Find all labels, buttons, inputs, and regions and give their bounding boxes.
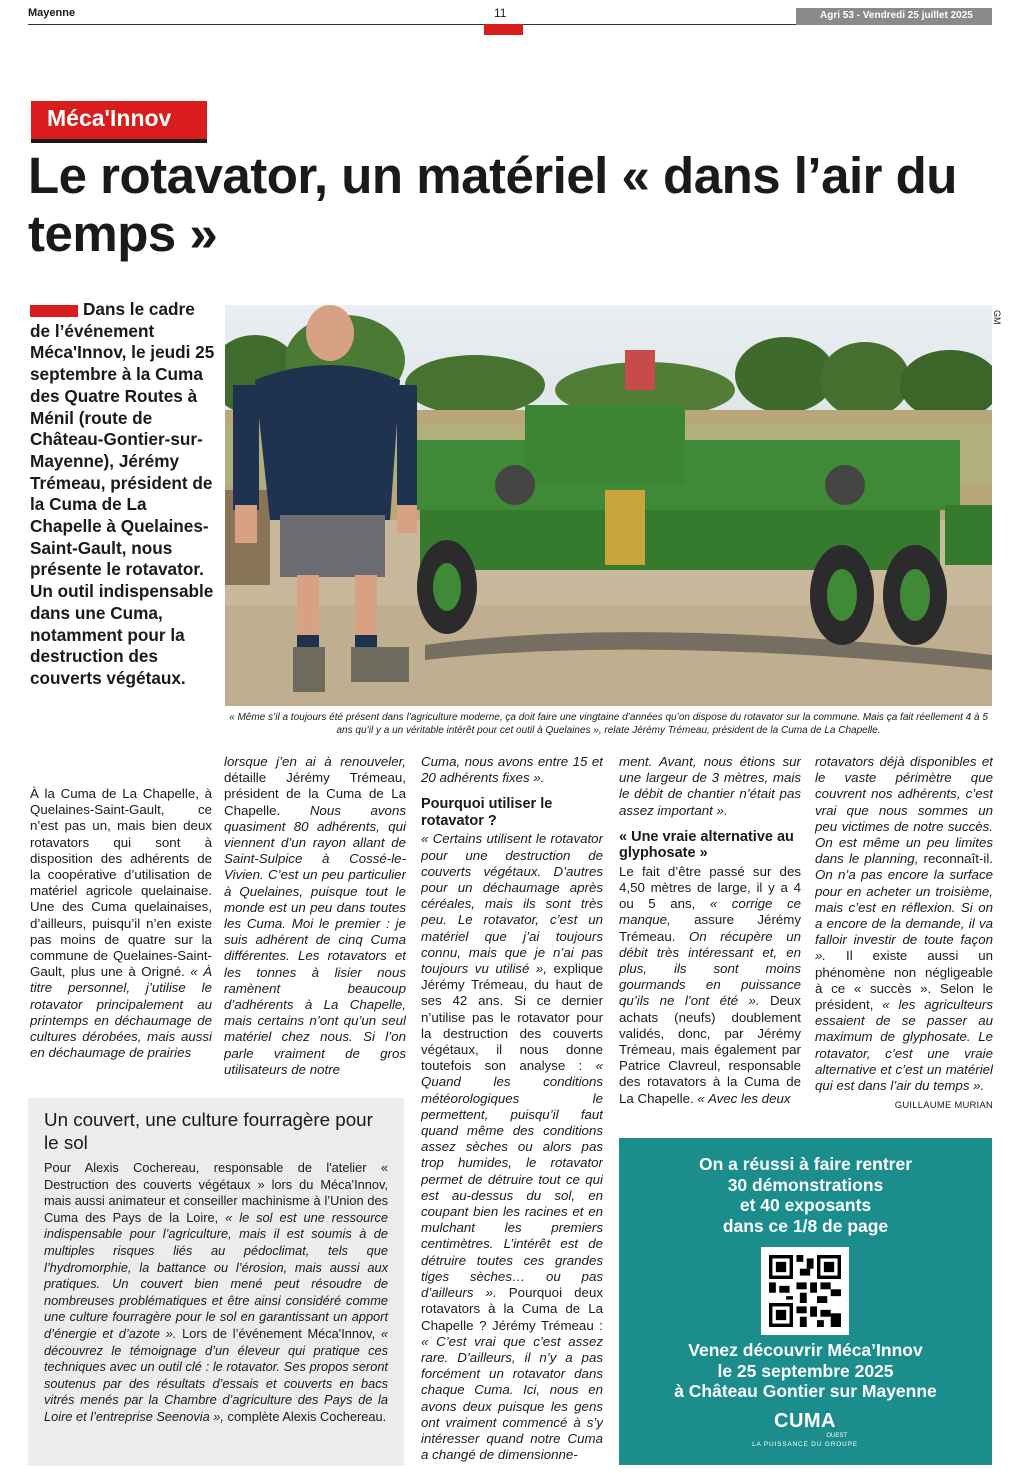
- logo-tagline: LA PUISSANCE DU GROUPE: [752, 1441, 858, 1448]
- column-paragraph: [421, 754, 603, 786]
- photo-credit: GM: [992, 310, 1002, 325]
- quote-text: « Certains utilisent le rotavator pour une destruction de couverts végétaux. D’autres pour un déchaumage après céréales, mais ils sont très peu. Le rotavator, c’est un matériel que j’ai toujours connu, mais que je n’ai pas toujours vu utilisé »,: [421, 831, 603, 977]
- box-text: [44, 1160, 388, 1426]
- quote-text: « Quand les conditions météorologiques le permettent, puisqu’il faut quand même des conditions assez sèches ou alors pas trop humides, le rotavator permet de détruire tout ce qui est au-dessus du sol, en coupant bien les racines et en mulchant les premiers centimètres. L’intérêt est de détruire toutes ces grandes tiges sèches… ou pas d’ailleurs ».: [421, 1058, 603, 1301]
- quote-text: « le sol est une ressource indispensable pour l’agriculture, mais il est soumis à de multiples risques liés au pédoclimat, tels que l’hydromorphie, la battance ou l’érosion, mais aussi aux pratiques.: [44, 1209, 388, 1292]
- logo-name: CUMA: [774, 1410, 836, 1432]
- rubric-tag-label: Méca'Innov: [47, 105, 172, 131]
- column-paragraph: [30, 786, 212, 1061]
- edition-banner: Agri 53 - Vendredi 25 juillet 2025: [796, 8, 992, 25]
- advert-line: dans ce 1/8 de page: [722, 1215, 889, 1236]
- advert-line: à Château Gontier sur Mayenne: [674, 1381, 937, 1401]
- article-lead: Dans le cadre de l’événement Méca'Innov, le jeudi 25 septembre à la Cuma des Quatre Routes à Ménil (route de Château-Gontier-sur-Mayenne), Jérémy Trémeau, président de la Cuma de La Chapelle à Quelaines-Saint-Gault, nous présente le rotavator. Un outil indispensable dans une Cuma, notamment pour la destruction des couverts végétaux.: [30, 299, 215, 688]
- rotavator-photo-illustration: [225, 305, 992, 706]
- quote-text: rotavators déjà disponibles et le vaste périmètre que couvrent nos adhérents, c’est vrai que nous sommes un peu victimes de notre succès. On est même un peu limites dans le planning,: [815, 754, 993, 867]
- quote-text: « les agriculteurs essaient de se passer au maximum de glyphosate. Le rotavator, c’est une vraie alternative et c’est un matériel qui est dans l’air du temps ».: [815, 997, 993, 1094]
- advert-headline: [619, 1154, 992, 1236]
- body-text: Pourquoi deux rotavators à la Cuma de La Chapelle ? Jérémy Trémeau :: [421, 1285, 603, 1333]
- column-paragraph: [421, 831, 603, 1463]
- cuma-ouest-logo: [749, 1410, 861, 1448]
- sidebar-box: [28, 1098, 404, 1466]
- advert-event-info: [619, 1340, 992, 1402]
- qr-code-graphic: [769, 1255, 841, 1327]
- quote-text: On récupère un débit très intéressant et, en plus, ils sont moins gourmands en puissance qu’ils ne l’ont été ».: [619, 928, 801, 1009]
- column-paragraph: [619, 864, 801, 1107]
- qr-code-icon[interactable]: [761, 1247, 849, 1335]
- quote-text: lorsque j’en ai à renouveler,: [224, 754, 406, 769]
- quote-text: On n’a pas encore la surface pour en acheter un troisième, mais c’est en réflexion. Si on a encore de la demande, il va falloir investir de toute façon ».: [815, 867, 993, 964]
- section-name: Mayenne: [28, 7, 76, 19]
- body-text: Pour Alexis Cochereau, responsable de l'atelier « Destruction des couverts végétaux » lors du Méca'Innov, mais aussi animateur et conseiller machinisme à l’Union des Cuma des Pays de la Loire,: [44, 1160, 388, 1225]
- quote-text: « À titre personnel, j’utilise le rotavator principalement au printemps en déchaumage de cultures dérobées, mais aussi en déchaumage de prairies: [30, 964, 212, 1061]
- body-text: À la Cuma de La Chapelle, à Quelaines-Saint-Gault, ce n’est pas un, mais bien deux rotavators qui sont à disposition des adhérents de la coopérative d’utilisation de matériel agricole quelainaise. Une des Cuma quelainaises, d’ailleurs, puisqu’il n’en existe pas moins de quatre sur la commune de Quelaines-Saint-Gault, plus une à Origné.: [30, 786, 212, 980]
- article-photo: [225, 305, 992, 706]
- quote-text: « découvrez le témoignage d’un éleveur qui pratique ces techniques avec un outil clé : le rotavator. Ses propos seront soutenus par des résultats d’essais et couverts en bacs vitrés menés par la Chambre d’agriculture des Pays de la Loire et l’entreprise Seenovia »,: [44, 1325, 388, 1424]
- box-title: Un couvert, une culture fourragère pour le sol: [44, 1109, 373, 1153]
- body-text: assure Jérémy Trémeau.: [619, 912, 801, 944]
- column-paragraph: [619, 754, 801, 819]
- quote-text: Un couvert bien mené peut résoudre de nombreuses problématiques et être ainsi considéré comme une culture fourragère pour le sol en garantissant un apport d’énergie et d’azote ».: [44, 1276, 388, 1341]
- article-column-3: [421, 754, 603, 1468]
- article-column-4: [619, 754, 801, 1122]
- column-paragraph: [815, 754, 993, 1094]
- body-text: explique Jérémy Trémeau, du haut de ses 42 ans. Si ce dernier n’utilise pas le rotavator pour la destruction des couverts végétaux, il nous donne toutefois son analyse :: [421, 961, 603, 1074]
- quote-text: « corrige ce manque,: [619, 896, 801, 928]
- advert-line: et 40 exposants: [739, 1195, 872, 1215]
- article-column-2: [224, 754, 406, 1088]
- advert-line: Venez découvrir Méca’Innov: [688, 1340, 923, 1360]
- body-text: détaille Jérémy Trémeau, président de la Cuma de La Chapelle.: [224, 770, 406, 818]
- article-column-1: [30, 786, 212, 1088]
- advert-line: le 25 septembre 2025: [717, 1360, 894, 1381]
- advert-mecainnov[interactable]: [619, 1138, 992, 1465]
- quote-text: ment. Avant, nous étions sur une largeur de 3 mètres, mais le débit de chantier n’était pas assez important ».: [619, 754, 801, 818]
- body-text: Le fait d’être passé sur des 4,50 mètres de large, il y a 4 ou 5 ans,: [619, 863, 801, 912]
- rubric-tag: [31, 101, 207, 143]
- photo-caption: « Même s’il a toujours été présent dans l’agriculture moderne, ça doit faire une vingtaine d’années qu’on dispose du rotavator sur la commune. Mais ça fait réellement 4 à 5 ans qu’il y a un véritable intérêt pour cet outil à Quelaines », relate Jérémy Trémeau, président de la Cuma de La Chapelle.: [229, 712, 988, 736]
- body-text: reconnaît-il.: [918, 851, 993, 867]
- quote-text: Nous avons quasiment 80 adhérents, qui viennent d’un rayon allant de Saint-Sulpice à Cossé-le-Vivien. C’est un peu particulier à Quelaines, puisque tout le monde est un peu dans toutes les Cuma. Moi le premier : je suis adhérent de cinq Cuma différentes. Les rotavators et les tonnes à lisier nous ramènent beaucoup d’adhérents à La Chapelle, mais certains n’ont qu’un seul matériel chez nous. Si l’on parle vraiment de gros utilisateurs de notre: [224, 802, 406, 1077]
- advert-line: On a réussi à faire rentrer: [698, 1154, 913, 1174]
- page-number: 11: [494, 6, 507, 20]
- subheading: « Une vraie alternative au glyphosate »: [619, 828, 794, 862]
- body-text: complète Alexis Cochereau.: [223, 1408, 387, 1424]
- subheading: Pourquoi utiliser le rotavator ?: [421, 796, 553, 829]
- author-signature: GUILLAUME MURIAN: [894, 1100, 993, 1112]
- article-column-5: [815, 754, 993, 1122]
- quote-text: Cuma, nous avons entre 15 et 20 adhérents fixes ».: [421, 754, 603, 786]
- body-text: Il existe aussi un phénomène non négligeable à ce « succès ». Selon le président,: [815, 948, 993, 1013]
- body-text: Deux achats (neufs) doublement validés, donc, par Jérémy Trémeau, mais également par Patrice Clavreul, responsable des rotavators à la Cuma de La Chapelle.: [619, 993, 801, 1106]
- column-paragraph: [224, 754, 406, 1078]
- quote-text: « C’est vrai que c’est assez rare. D’ailleurs, il n’y a pas forcément un rotavator dans chaque Cuma. Ici, nous en avons deux puisque les gens ont vraiment commencé à s’y intéresser quand notre Cuma a changé de dimensionne-: [421, 1333, 603, 1463]
- advert-line: 30 démonstrations: [727, 1174, 884, 1195]
- quote-text: « Avec les deux: [697, 1090, 791, 1106]
- article-title: Le rotavator, un matériel « dans l’air du temps »: [28, 147, 957, 262]
- body-text: Lors de l’événement Méca'Innov,: [176, 1325, 381, 1341]
- page-tab-marker: [484, 24, 523, 35]
- logo-region: OUEST: [826, 1433, 847, 1439]
